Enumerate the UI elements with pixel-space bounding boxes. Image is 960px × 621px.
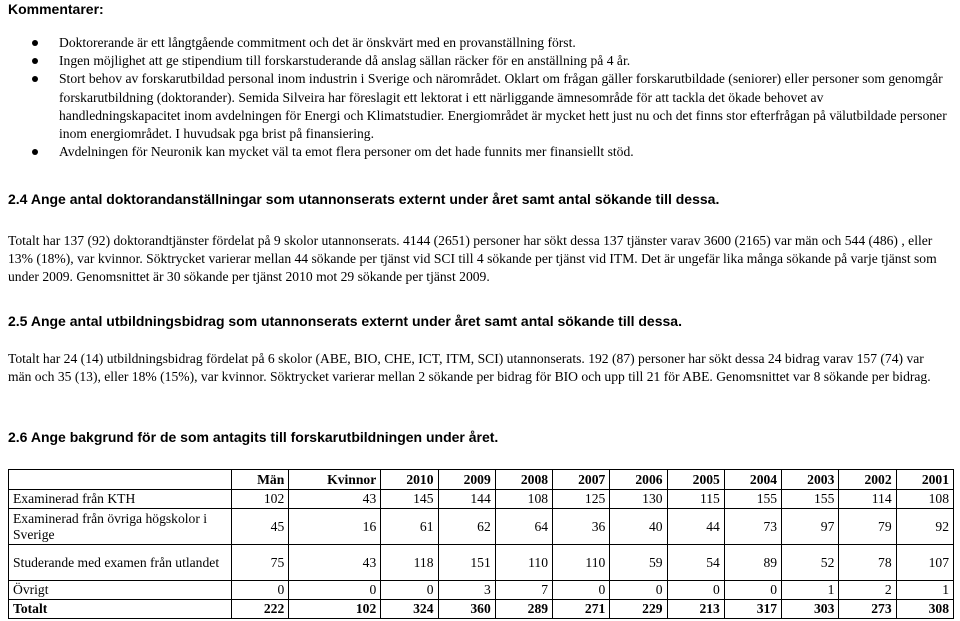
table-header-cell: Kvinnor [289,470,381,490]
table-cell: 303 [782,600,839,619]
table-cell: 145 [381,490,438,509]
table-cell: 0 [724,581,781,600]
table-cell: 78 [839,545,896,581]
table-header-cell: 2007 [553,470,610,490]
table-cell: 44 [667,509,724,545]
table-cell: 118 [381,545,438,581]
table-cell: 64 [495,509,552,545]
comment-text: Doktorerande är ett långtgående commitment och det är önskvärt med en provanställning först. [59,35,576,50]
table-header-cell: 2010 [381,470,438,490]
table-cell: 102 [232,490,289,509]
table-cell: 2 [839,581,896,600]
table-cell: 61 [381,509,438,545]
bullet-icon [32,40,38,46]
background-table [8,469,954,619]
comment-item [8,143,948,161]
comment-item [8,70,948,143]
table-cell: 0 [667,581,724,600]
table-cell: 1 [896,581,953,600]
table-cell: 273 [839,600,896,619]
table-header-cell: 2002 [839,470,896,490]
table-cell: 144 [438,490,495,509]
table-row [9,490,954,509]
table-cell: 62 [438,509,495,545]
table-cell: 75 [232,545,289,581]
table-row-label: Examinerad från KTH [9,490,232,509]
table-cell: 1 [782,581,839,600]
table-cell: 130 [610,490,667,509]
table-header-row [9,470,954,490]
section-2-5-title: 2.5 Ange antal utbildningsbidrag som utannonserats externt under året samt antal sökande till dessa. [8,313,682,329]
table-cell: 0 [553,581,610,600]
table-cell: 108 [896,490,953,509]
table-cell: 308 [896,600,953,619]
table-cell: 114 [839,490,896,509]
table-header-cell: 2004 [724,470,781,490]
table-total-row [9,600,954,619]
table-cell: 43 [289,490,381,509]
comment-item [8,34,948,52]
table-cell: 0 [232,581,289,600]
table-header-cell: 2003 [782,470,839,490]
table-row-label: Totalt [9,600,232,619]
table-row-label: Övrigt [9,581,232,600]
table-row [9,581,954,600]
table-cell: 289 [495,600,552,619]
bullet-icon [32,149,38,155]
table-cell: 3 [438,581,495,600]
table-header-cell: 2009 [438,470,495,490]
table-cell: 54 [667,545,724,581]
table-cell: 229 [610,600,667,619]
table-cell: 155 [724,490,781,509]
table-cell: 0 [610,581,667,600]
comment-text: Avdelningen för Neuronik kan mycket väl ta emot flera personer om det hade funnits mer finansiellt stöd. [59,144,634,160]
comment-text: Ingen möjlighet att ge stipendium till forskarstuderande då anslag sällan räcker för en anställning på 4 år. [59,53,631,69]
table-cell: 317 [724,600,781,619]
comment-item [8,52,948,70]
table-cell: 222 [232,600,289,619]
table-cell: 151 [438,545,495,581]
table-cell: 89 [724,545,781,581]
table-cell: 271 [553,600,610,619]
table-cell: 0 [381,581,438,600]
table-cell: 52 [782,545,839,581]
table-cell: 59 [610,545,667,581]
section-2-5-text: Totalt har 24 (14) utbildningsbidrag fördelat på 6 skolor (ABE, BIO, CHE, ICT, ITM, SCI) utannonserats. 192 (87) personer har sökt dessa 24 bidrag varav 157 (74) var män och 35 (13), eller 18% (15%), var kvinnor. Söktrycket varierar mellan 2 sökande per bidrag för BIO och upp till 21 för ABE. Genomsnittet var 8 sökande per bidrag. [8,351,931,385]
table-row-label: Studerande med examen från utlandet [9,545,232,581]
table-row-label: Examinerad från övriga högskolor i Sverige [9,509,232,545]
table-header-cell: 2005 [667,470,724,490]
table-cell: 45 [232,509,289,545]
table-cell: 73 [724,509,781,545]
table-cell: 0 [289,581,381,600]
table-header-cell: 2006 [610,470,667,490]
bullet-icon [32,58,38,64]
table-cell: 213 [667,600,724,619]
table-cell: 40 [610,509,667,545]
table-cell: 125 [553,490,610,509]
table-cell: 79 [839,509,896,545]
section-2-6-title: 2.6 Ange bakgrund för de som antagits till forskarutbildningen under året. [8,429,499,445]
table-cell: 324 [381,600,438,619]
table-cell: 360 [438,600,495,619]
table-header-cell: 2001 [896,470,953,490]
table-cell: 16 [289,509,381,545]
table-header-cell: Män [232,470,289,490]
table-cell: 110 [495,545,552,581]
table-cell: 110 [553,545,610,581]
table-cell: 92 [896,509,953,545]
comment-list [8,34,948,161]
table-cell: 7 [495,581,552,600]
table-header-cell [9,470,232,490]
table-cell: 36 [553,509,610,545]
comment-text: Stort behov av forskarutbildad personal inom industrin i Sverige och närområdet. Oklart om frågan gäller forskarutbildade (seniorer) eller personer som genomgår forskarutbildning (doktorander). Semida Silveira har föreslagit ett lektorat i ett närliggande ämnesområde för att tackla det ökade behovet av handledningskapacitet inom avdelningen för Energi och Klimatstudier. Energiområdet är mycket hett just nu och det finns stor efterfrågan på välutbildade personer inom energiområdet. I huvudsak pga brist på finansiering. [59,71,947,142]
table-cell: 115 [667,490,724,509]
table-header-cell: 2008 [495,470,552,490]
table-cell: 155 [782,490,839,509]
table-cell: 97 [782,509,839,545]
section-2-4-title: 2.4 Ange antal doktorandanställningar som utannonserats externt under året samt antal sökande till dessa. [8,191,720,207]
table-row [9,545,954,581]
table-cell: 43 [289,545,381,581]
table-cell: 108 [495,490,552,509]
kommentarer-heading: Kommentarer: [8,1,104,17]
table-cell: 107 [896,545,953,581]
bullet-icon [32,76,38,82]
section-2-4-text: Totalt har 137 (92) doktorandtjänster fördelat på 9 skolor utannonserats. 4144 (2651) personer har sökt dessa 137 tjänster varav 3600 (2165) var män och 544 (486) , eller 13% (18%), var kvinnor. Söktrycket varierar mellan 44 sökande per tjänst vid SCI till 4 sökande per tjänst vid ITM. Det är ungefär lika många sökande på varje tjänst som under 2009. Genomsnittet är 30 sökande per tjänst 2010 mot 29 sökande per tjänst 2009. [8,233,937,285]
table-cell: 102 [289,600,381,619]
table-row [9,509,954,545]
